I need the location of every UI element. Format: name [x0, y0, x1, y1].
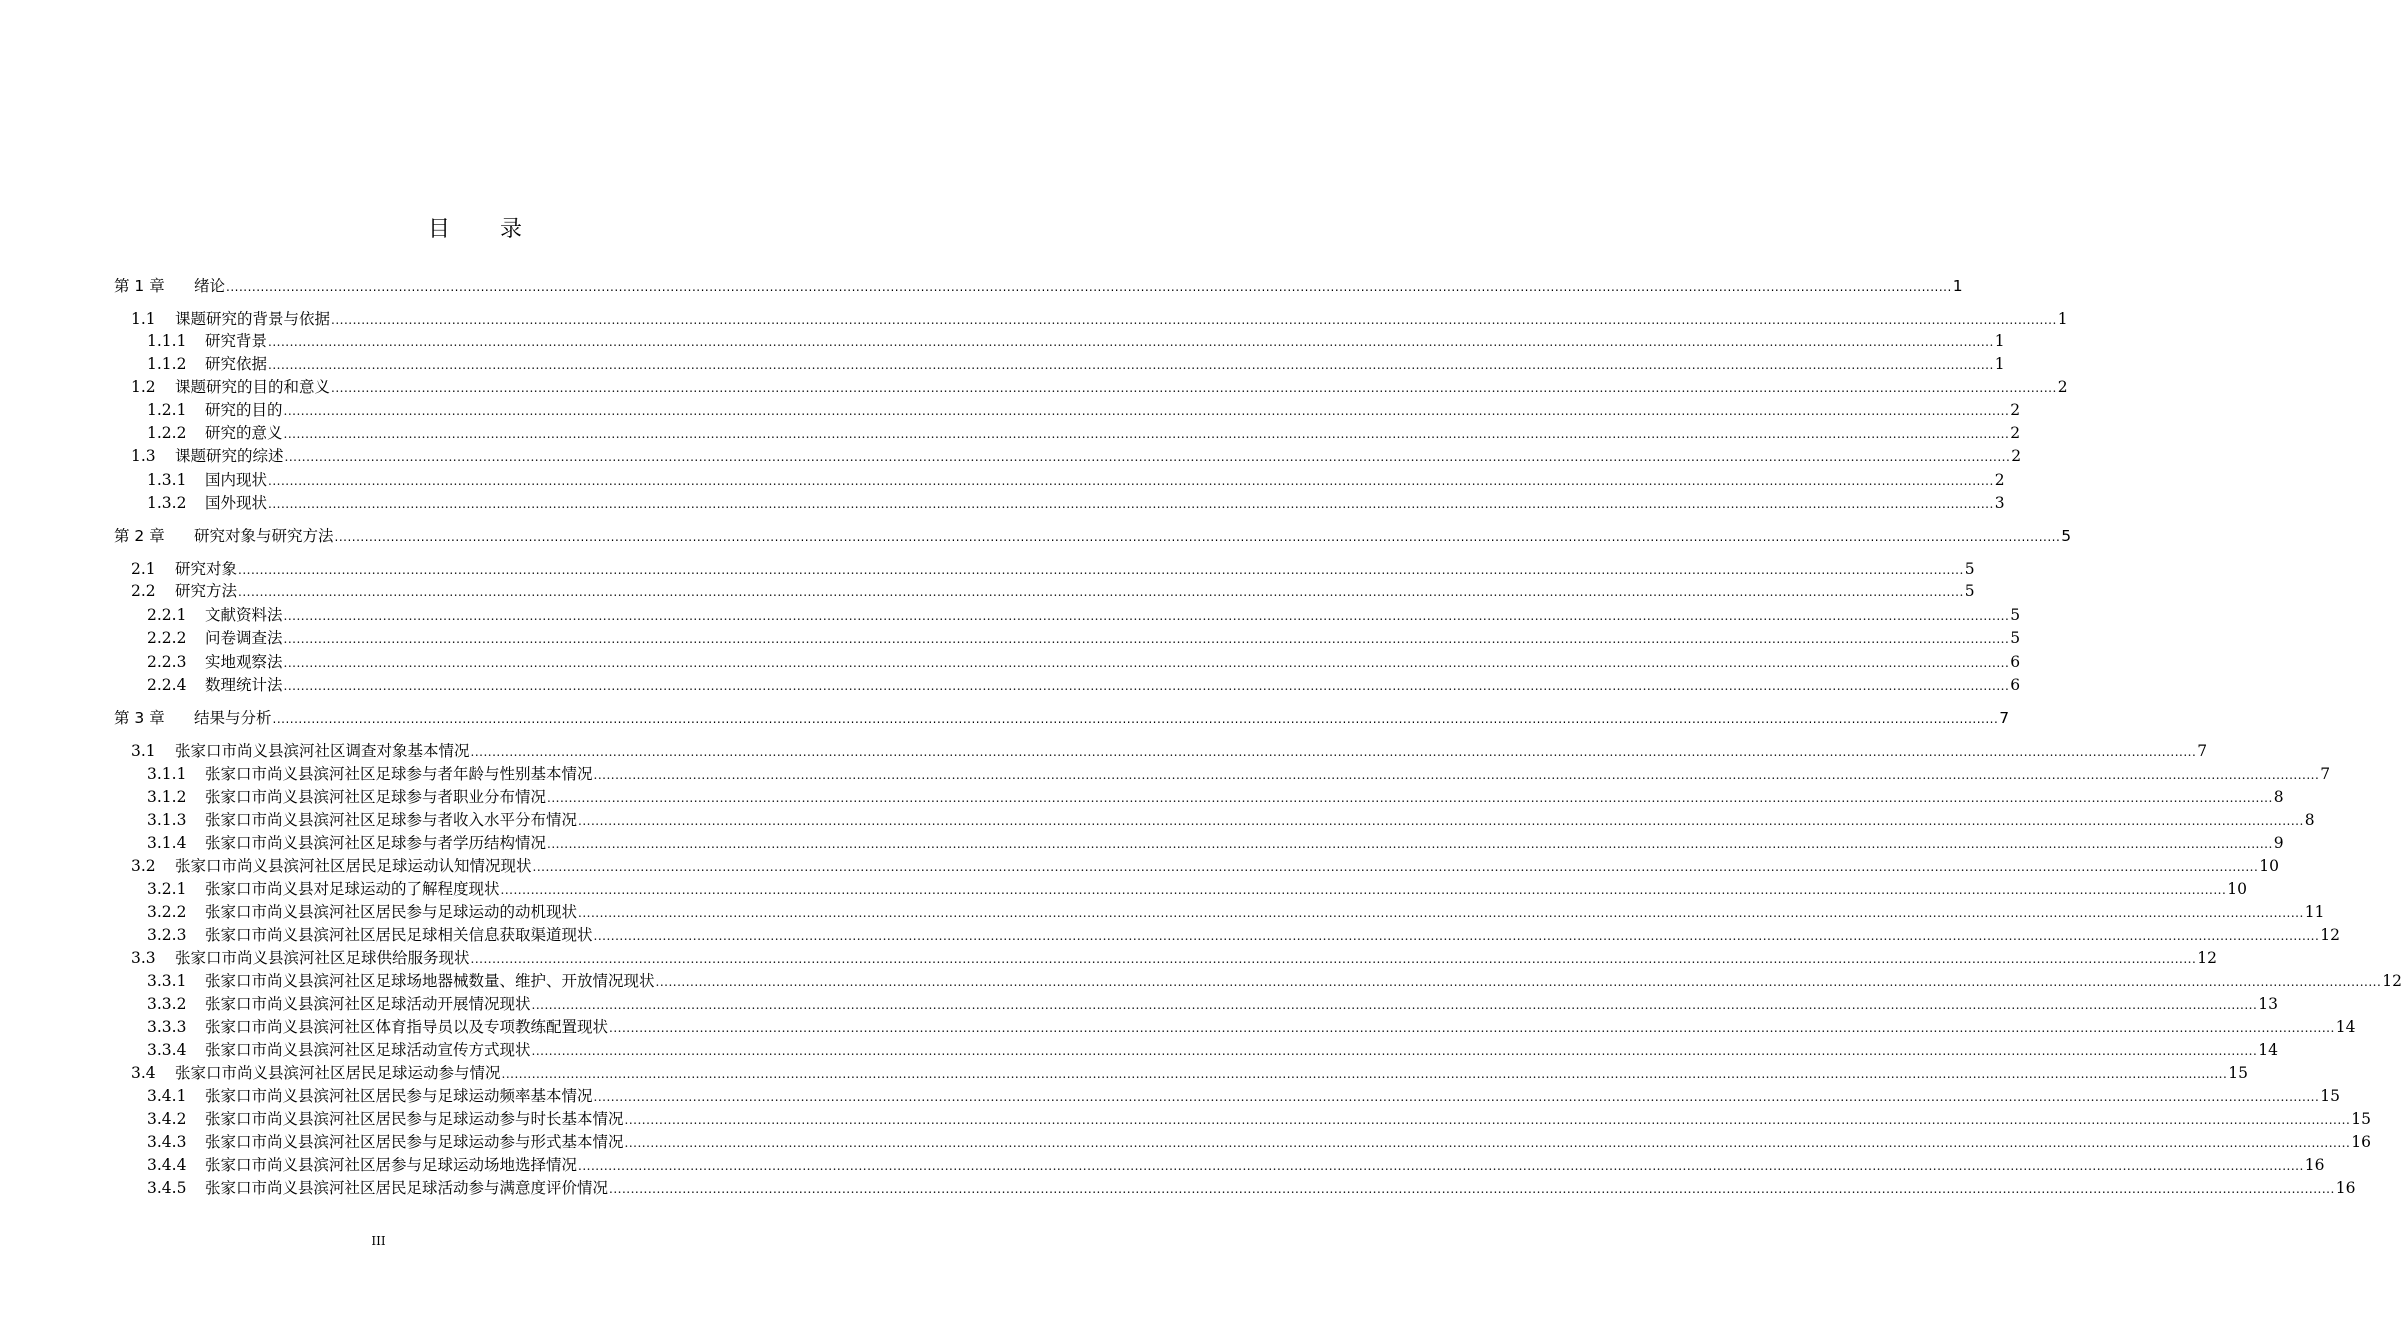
toc-leader-dots: ................................................................................................................................................................................................................................................................................................................................................................................................................ [501, 1067, 2228, 1081]
toc-entry-page: 7 [2320, 765, 2331, 783]
toc-leader-dots: ................................................................................................................................................................................................................................................................................................................................................................................................................ [531, 998, 2258, 1012]
toc-entry-number: 3.4.3 [147, 1133, 187, 1151]
toc-entry-label [147, 1131, 624, 1153]
toc-entry-page: 10 [2227, 880, 2248, 898]
toc-entry-number: 3.1.4 [147, 834, 187, 852]
toc-entry-text: 张家口市尚义县滨河社区居民参与足球运动频率基本情况 [205, 1087, 593, 1105]
toc-entry-page: 8 [2304, 811, 2315, 829]
toc-entry[interactable] [147, 1016, 2356, 1038]
toc-entry-text: 张家口市尚义县滨河社区足球活动开展情况现状 [205, 995, 531, 1013]
toc-entry-page: 12 [2382, 972, 2402, 990]
toc-entry[interactable] [131, 580, 1975, 602]
toc-entry-page: 12 [2320, 926, 2341, 944]
toc-entry[interactable] [147, 878, 2248, 900]
toc-leader-dots: ................................................................................................................................................................................................................................................................................................................................................................................................................ [609, 1021, 2335, 1035]
toc-entry[interactable] [131, 445, 2022, 467]
toc-leader-dots: ................................................................................................................................................................................................................................................................................................................................................................................................................ [226, 280, 1952, 294]
toc-leader-dots: ................................................................................................................................................................................................................................................................................................................................................................................................................ [547, 837, 2273, 851]
toc-entry[interactable] [147, 832, 2284, 854]
toc-entry-label [147, 1108, 624, 1130]
toc-entry-text: 研究方法 [175, 582, 238, 600]
toc-entry-text: 国内现状 [205, 471, 268, 489]
toc-entry-page: 2 [2057, 378, 2068, 396]
toc-entry-page: 10 [2259, 857, 2280, 875]
toc-entry-page: 6 [2010, 653, 2021, 671]
toc-entry-number: 3.1.2 [147, 788, 187, 806]
toc-leader-dots: ................................................................................................................................................................................................................................................................................................................................................................................................................ [593, 929, 2320, 943]
page-number-footer: III [371, 1234, 386, 1248]
toc-leader-dots: ................................................................................................................................................................................................................................................................................................................................................................................................................ [470, 952, 2197, 966]
toc-entry[interactable] [131, 947, 2218, 969]
toc-entry-page: 12 [2197, 949, 2218, 967]
toc-leader-dots: ................................................................................................................................................................................................................................................................................................................................................................................................................ [283, 427, 2010, 441]
toc-title-char-1: 目 [427, 217, 450, 242]
toc-entry-number: 1.3 [131, 447, 156, 465]
toc-leader-dots: ................................................................................................................................................................................................................................................................................................................................................................................................................ [578, 814, 2304, 828]
toc-entry-label [147, 878, 500, 900]
toc-entry-page: 5 [2061, 527, 2072, 545]
toc-leader-dots: ................................................................................................................................................................................................................................................................................................................................................................................................................ [268, 497, 1994, 511]
toc-entry[interactable] [147, 763, 2331, 785]
toc-entry-text: 绪论 [194, 277, 226, 295]
toc-entry[interactable] [114, 707, 2010, 729]
toc-entry-text: 国外现状 [205, 494, 268, 512]
toc-entry-label [147, 970, 655, 992]
toc-entry-page: 14 [2258, 1041, 2279, 1059]
toc-entry[interactable] [147, 1039, 2279, 1061]
toc-entry-text: 张家口市尚义县滨河社区足球活动宣传方式现状 [205, 1041, 531, 1059]
toc-entry-number: 1.1 [131, 310, 156, 328]
toc-leader-dots: ................................................................................................................................................................................................................................................................................................................................................................................................................ [283, 404, 2010, 418]
toc-entry[interactable] [147, 786, 2284, 808]
toc-leader-dots: ................................................................................................................................................................................................................................................................................................................................................................................................................ [624, 1113, 2351, 1127]
toc-entry-page: 9 [2273, 834, 2284, 852]
toc-entry-page: 7 [2197, 742, 2208, 760]
toc-entry-label [131, 580, 237, 602]
toc-leader-dots: ................................................................................................................................................................................................................................................................................................................................................................................................................ [272, 712, 1999, 726]
toc-entry-page: 8 [2273, 788, 2284, 806]
toc-entry-number: 2.2.3 [147, 653, 187, 671]
toc-entry-number: 3.4.4 [147, 1156, 187, 1174]
toc-entry-number: 2.2.2 [147, 629, 187, 647]
toc-entry[interactable] [131, 1062, 2249, 1084]
toc-entry-number: 3.4.5 [147, 1179, 187, 1197]
toc-entry[interactable] [147, 674, 2021, 696]
toc-entry[interactable] [147, 1085, 2341, 1107]
toc-entry-number: 3.2.1 [147, 880, 187, 898]
toc-leader-dots: ................................................................................................................................................................................................................................................................................................................................................................................................................ [578, 1159, 2304, 1173]
toc-entry-number: 3.3.4 [147, 1041, 187, 1059]
toc-leader-dots: ................................................................................................................................................................................................................................................................................................................................................................................................................ [331, 313, 2057, 327]
toc-leader-dots: ................................................................................................................................................................................................................................................................................................................................................................................................................ [578, 906, 2304, 920]
toc-entry-label [114, 275, 225, 297]
toc-leader-dots: ................................................................................................................................................................................................................................................................................................................................................................................................................ [609, 1182, 2335, 1196]
toc-entry-text: 课题研究的目的和意义 [175, 378, 331, 396]
toc-entry-label [147, 786, 546, 808]
toc-entry-label [147, 399, 283, 421]
toc-entry-text: 结果与分析 [194, 709, 272, 727]
toc-entry-text: 张家口市尚义县滨河社区足球参与者年龄与性别基本情况 [205, 765, 593, 783]
toc-entry-label [147, 627, 283, 649]
toc-entry-page: 2 [2010, 401, 2021, 419]
toc-leader-dots: ................................................................................................................................................................................................................................................................................................................................................................................................................ [593, 1090, 2320, 1104]
toc-entry-page: 5 [2010, 606, 2021, 624]
toc-entry-label [147, 1016, 608, 1038]
toc-entry-text: 张家口市尚义县滨河社区居民参与足球运动参与时长基本情况 [205, 1110, 624, 1128]
toc-leader-dots: ................................................................................................................................................................................................................................................................................................................................................................................................................ [624, 1136, 2351, 1150]
toc-entry-text: 张家口市尚义县对足球运动的了解程度现状 [205, 880, 500, 898]
toc-entry-text: 研究的意义 [205, 424, 283, 442]
toc-leader-dots: ................................................................................................................................................................................................................................................................................................................................................................................................................ [283, 679, 2010, 693]
toc-entry-number: 2.2.4 [147, 676, 187, 694]
toc-entry-page: 16 [2335, 1179, 2356, 1197]
toc-leader-dots: ................................................................................................................................................................................................................................................................................................................................................................................................................ [470, 745, 2197, 759]
toc-leader-dots: ................................................................................................................................................................................................................................................................................................................................................................................................................ [268, 474, 1994, 488]
toc-entry-label [147, 832, 546, 854]
toc-entry-page: 1 [1952, 277, 1963, 295]
toc-entry-text: 问卷调查法 [205, 629, 283, 647]
toc-leader-dots: ................................................................................................................................................................................................................................................................................................................................................................................................................ [283, 656, 2010, 670]
toc-entry[interactable] [147, 399, 2021, 421]
toc-entry[interactable] [131, 308, 2068, 330]
toc-leader-dots: ................................................................................................................................................................................................................................................................................................................................................................................................................ [531, 1044, 2258, 1058]
toc-entry-number: 1.2 [131, 378, 156, 396]
toc-entry-number: 3.3.3 [147, 1018, 187, 1036]
toc-leader-dots: ................................................................................................................................................................................................................................................................................................................................................................................................................ [268, 358, 1994, 372]
toc-entry-text: 研究对象 [175, 560, 238, 578]
toc-entry-label [131, 445, 284, 467]
toc-entry-text: 研究对象与研究方法 [194, 527, 334, 545]
toc-entry[interactable] [147, 627, 2021, 649]
toc-entry-page: 6 [2010, 676, 2021, 694]
toc-entry[interactable] [147, 1154, 2325, 1176]
toc-entry-page: 14 [2335, 1018, 2356, 1036]
toc-entry-label [147, 674, 283, 696]
toc-entry-number: 3.1 [131, 742, 156, 760]
toc-entry-page: 1 [1994, 355, 2005, 373]
toc-entry-label [131, 1062, 501, 1084]
toc-entry-text: 张家口市尚义县滨河社区调查对象基本情况 [175, 742, 470, 760]
toc-entry[interactable] [147, 809, 2315, 831]
toc-entry-number: 3.2.3 [147, 926, 187, 944]
toc-entry-label [147, 1177, 608, 1199]
toc-leader-dots: ................................................................................................................................................................................................................................................................................................................................................................................................................ [238, 563, 1964, 577]
toc-entry-number: 3.1.1 [147, 765, 187, 783]
toc-entry-text: 张家口市尚义县滨河社区居民足球运动认知情况现状 [175, 857, 532, 875]
toc-entry-number: 第 2 章 [114, 527, 165, 545]
toc-entry-number: 第 1 章 [114, 277, 165, 295]
toc-entry[interactable] [131, 558, 1975, 580]
toc-entry-text: 张家口市尚义县滨河社区足球供给服务现状 [175, 949, 470, 967]
toc-entry-page: 15 [2320, 1087, 2341, 1105]
toc-entry-page: 15 [2351, 1110, 2372, 1128]
toc-entry[interactable] [147, 924, 2341, 946]
toc-entry-number: 3.3.2 [147, 995, 187, 1013]
toc-entry-text: 课题研究的综述 [175, 447, 284, 465]
toc-entry-label [147, 422, 283, 444]
toc-entry-page: 5 [1964, 560, 1975, 578]
toc-entry-number: 3.4 [131, 1064, 156, 1082]
toc-entry-text: 张家口市尚义县滨河社区居参与足球运动场地选择情况 [205, 1156, 578, 1174]
toc-entry-label [131, 947, 470, 969]
toc-entry-text: 文献资料法 [205, 606, 283, 624]
toc-entry-number: 1.1.2 [147, 355, 187, 373]
toc-entry-text: 张家口市尚义县滨河社区足球参与者学历结构情况 [205, 834, 547, 852]
toc-entry-number: 2.2 [131, 582, 156, 600]
toc-leader-dots: ................................................................................................................................................................................................................................................................................................................................................................................................................ [284, 450, 2011, 464]
toc-leader-dots: ................................................................................................................................................................................................................................................................................................................................................................................................................ [655, 975, 2382, 989]
toc-entry[interactable] [147, 1108, 2372, 1130]
toc-entry-label [147, 469, 267, 491]
toc-entry-text: 数理统计法 [205, 676, 283, 694]
toc-entry-number: 1.1.1 [147, 332, 187, 350]
toc-entry[interactable] [131, 740, 2208, 762]
toc-entry[interactable] [147, 330, 2005, 352]
toc-entry-page: 2 [1994, 471, 2005, 489]
toc-entry-page: 1 [1994, 332, 2005, 350]
toc-entry-label [147, 809, 577, 831]
toc-entry-page: 5 [1964, 582, 1975, 600]
toc-entry-number: 1.2.2 [147, 424, 187, 442]
toc-entry[interactable] [114, 525, 2072, 547]
toc-entry-label [147, 604, 283, 626]
toc-entry-label [131, 376, 330, 398]
toc-entry-text: 实地观察法 [205, 653, 283, 671]
toc-entry-page: 15 [2228, 1064, 2249, 1082]
toc-entry-text: 张家口市尚义县滨河社区居民参与足球运动的动机现状 [205, 903, 578, 921]
toc-entry-text: 研究的目的 [205, 401, 283, 419]
toc-entry-text: 张家口市尚义县滨河社区居民足球相关信息获取渠道现状 [205, 926, 593, 944]
toc-entry-label [147, 1039, 531, 1061]
toc-entry-label [147, 924, 593, 946]
toc-entry-label [147, 1085, 593, 1107]
toc-entry-number: 3.3.1 [147, 972, 187, 990]
toc-entry-label [131, 740, 470, 762]
toc-entry-page: 11 [2304, 903, 2325, 921]
toc-entry-text: 张家口市尚义县滨河社区足球参与者职业分布情况 [205, 788, 547, 806]
toc-entry-label [147, 330, 267, 352]
toc-entry-number: 3.3 [131, 949, 156, 967]
toc-entry-text: 张家口市尚义县滨河社区足球参与者收入水平分布情况 [205, 811, 578, 829]
toc-entry-text: 张家口市尚义县滨河社区居民足球活动参与满意度评价情况 [205, 1179, 609, 1197]
toc-entry-label [114, 707, 272, 729]
toc-entry-text: 研究背景 [205, 332, 268, 350]
toc-entry-number: 3.2 [131, 857, 156, 875]
toc-title [0, 212, 950, 243]
toc-entry-number: 2.1 [131, 560, 156, 578]
toc-entry[interactable] [147, 901, 2325, 923]
toc-entry-page: 5 [2010, 629, 2021, 647]
toc-entry-label [147, 763, 593, 785]
toc-entry[interactable] [114, 275, 1963, 297]
toc-entry-page: 13 [2258, 995, 2279, 1013]
toc-leader-dots: ................................................................................................................................................................................................................................................................................................................................................................................................................ [593, 768, 2320, 782]
toc-entry-text: 张家口市尚义县滨河社区足球场地器械数量、维护、开放情况现状 [205, 972, 655, 990]
toc-entry-label [131, 558, 237, 580]
toc-leader-dots: ................................................................................................................................................................................................................................................................................................................................................................................................................ [283, 609, 2010, 623]
toc-leader-dots: ................................................................................................................................................................................................................................................................................................................................................................................................................ [547, 791, 2273, 805]
toc-leader-dots: ................................................................................................................................................................................................................................................................................................................................................................................................................ [238, 585, 1964, 599]
toc-leader-dots: ................................................................................................................................................................................................................................................................................................................................................................................................................ [331, 381, 2057, 395]
toc-leader-dots: ................................................................................................................................................................................................................................................................................................................................................................................................................ [500, 883, 2227, 897]
toc-entry[interactable] [147, 604, 2021, 626]
toc-entry-label [114, 525, 334, 547]
toc-entry-page: 16 [2351, 1133, 2372, 1151]
toc-entry[interactable] [147, 1131, 2372, 1153]
toc-entry-page: 3 [1994, 494, 2005, 512]
toc-entry-label [147, 492, 267, 514]
toc-entry-page: 2 [2011, 447, 2022, 465]
toc-entry-text: 张家口市尚义县滨河社区居民参与足球运动参与形式基本情况 [205, 1133, 624, 1151]
toc-entry-text: 研究依据 [205, 355, 268, 373]
toc-entry-number: 3.4.1 [147, 1087, 187, 1105]
toc-entry-number: 3.2.2 [147, 903, 187, 921]
toc-entry-label [147, 901, 577, 923]
toc-entry-label [131, 308, 330, 330]
toc-entry-label [147, 993, 531, 1015]
toc-leader-dots: ................................................................................................................................................................................................................................................................................................................................................................................................................ [532, 860, 2259, 874]
toc-leader-dots: ................................................................................................................................................................................................................................................................................................................................................................................................................ [283, 632, 2010, 646]
toc-entry-label [147, 353, 267, 375]
toc-entry-number: 2.2.1 [147, 606, 187, 624]
toc-entry-number: 第 3 章 [114, 709, 165, 727]
toc-entry-label [147, 651, 283, 673]
toc-entry[interactable] [147, 422, 2021, 444]
toc-entry[interactable] [147, 970, 2402, 992]
toc-entry-page: 16 [2304, 1156, 2325, 1174]
toc-entry[interactable] [147, 492, 2005, 514]
toc-entry-label [131, 855, 532, 877]
toc-entry-text: 张家口市尚义县滨河社区体育指导员以及专项教练配置现状 [205, 1018, 609, 1036]
toc-entry-page: 7 [1999, 709, 2010, 727]
toc-entry-text: 张家口市尚义县滨河社区居民足球运动参与情况 [175, 1064, 501, 1082]
toc-entry-number: 1.3.2 [147, 494, 187, 512]
toc-entry-label [147, 1154, 577, 1176]
toc-entry[interactable] [131, 855, 2280, 877]
toc-entry[interactable] [131, 376, 2068, 398]
toc-entry[interactable] [147, 993, 2279, 1015]
toc-entry[interactable] [147, 651, 2021, 673]
toc-entry-page: 2 [2010, 424, 2021, 442]
toc-entry[interactable] [147, 353, 2005, 375]
toc-entry-page: 1 [2057, 310, 2068, 328]
toc-entry-number: 3.1.3 [147, 811, 187, 829]
toc-leader-dots: ................................................................................................................................................................................................................................................................................................................................................................................................................ [268, 335, 1994, 349]
toc-entry-number: 1.3.1 [147, 471, 187, 489]
toc-entry-number: 3.4.2 [147, 1110, 187, 1128]
toc-entry-text: 课题研究的背景与依据 [175, 310, 331, 328]
toc-entry[interactable] [147, 1177, 2356, 1199]
toc-entry-number: 1.2.1 [147, 401, 187, 419]
toc-title-char-2: 录 [500, 217, 523, 242]
toc-entry[interactable] [147, 469, 2005, 491]
toc-leader-dots: ................................................................................................................................................................................................................................................................................................................................................................................................................ [334, 530, 2061, 544]
